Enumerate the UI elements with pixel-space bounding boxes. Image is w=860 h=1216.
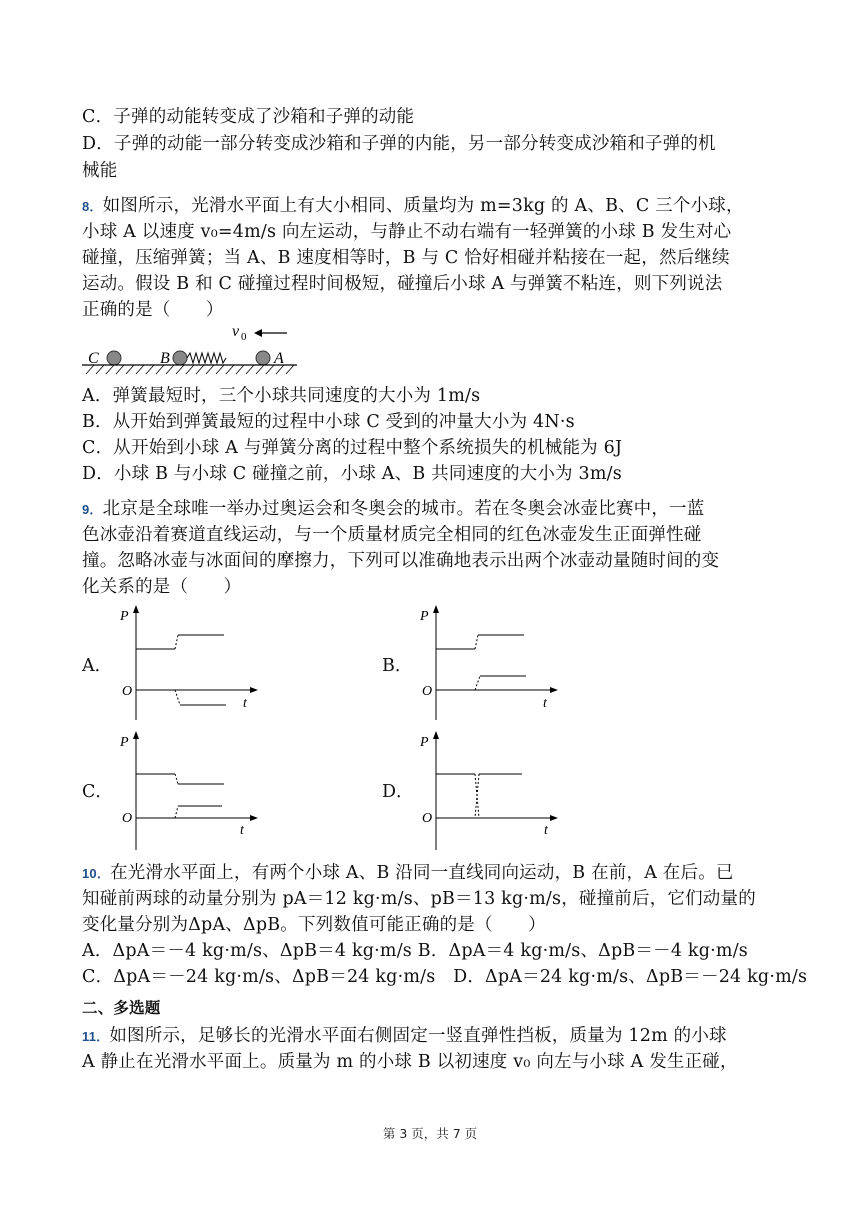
ball-a-label: A [274, 350, 284, 367]
q9-stem-line: 化关系的是（ ） [82, 577, 242, 597]
q8-option-d: D．小球 B 与小球 C 碰撞之前，小球 A、B 共同速度的大小为 3m/s [82, 464, 622, 484]
q9-option-d-label: D． [382, 782, 414, 802]
origin-label: O [422, 684, 433, 699]
q10-number: 10． [82, 866, 111, 881]
ball-c-label: C [88, 350, 99, 367]
q8-text: 如图所示，光滑水平面上有大小相同、质量均为 m=3kg 的 A、B、C 三个小球， [102, 196, 744, 216]
q9-stem-line: 撞。忽略冰壶与冰面间的摩擦力，下列可以准确地表示出两个冰壶动量随时间的变 [82, 551, 720, 571]
q9-graph-d [412, 728, 562, 852]
t-axis-label: t [544, 823, 548, 838]
p-axis-label: P [420, 735, 429, 750]
ball-b [173, 351, 187, 365]
v0-label: v [232, 323, 240, 340]
q8-stem-line: 小球 A 以速度 v₀=4m/s 向左运动，与静止不动右端有一轻弹簧的小球 B 发生对心 [82, 222, 732, 242]
spring [187, 353, 226, 363]
q7-option-d-cont: 械能 [82, 161, 118, 181]
q11-number: 11． [82, 1029, 110, 1044]
q10-stem-line [82, 860, 734, 887]
q10-stem-line: 变化量分别为ΔpA、ΔpB。下列数值可能正确的是（ ） [82, 915, 546, 935]
q9-option-a-label: A． [82, 656, 113, 676]
q9-stem-line: 色冰壶沿着赛道直线运动，与一个质量材质完全相同的红色冰壶发生正面弹性碰 [82, 525, 702, 545]
q8-option-b: B．从开始到弹簧最短的过程中小球 C 受到的冲量大小为 4N·s [82, 412, 575, 432]
origin-label: O [122, 811, 133, 826]
q8-stem-line: 正确的是（ ） [82, 300, 224, 320]
q10-options-cd: C．ΔpA＝－24 kg·m/s、ΔpB＝24 kg·m/s D．ΔpA＝24 kg·m/s、ΔpB＝－24 kg·m/s [82, 967, 808, 987]
q7-option-d: D．子弹的动能一部分转变成沙箱和子弹的内能，另一部分转变成沙箱和子弹的机 [82, 134, 716, 154]
q10-stem-line: 知碰前两球的动量分别为 pA＝12 kg·m/s、pB＝13 kg·m/s，碰撞前后，它们动量的 [82, 889, 756, 909]
t-axis-label: t [240, 823, 244, 838]
p-axis-label: P [120, 735, 129, 750]
q9-graph-b [412, 602, 562, 722]
q9-option-b-label: B． [382, 656, 413, 676]
origin-label: O [122, 684, 133, 699]
section-heading: 二、多选题 [82, 999, 161, 1017]
q8-option-a: A．弹簧最短时，三个小球共同速度的大小为 1m/s [82, 386, 481, 406]
q11-text: 如图所示，足够长的光滑水平面右侧固定一竖直弹性挡板，质量为 12m 的小球 [109, 1026, 727, 1046]
q9-option-c-label: C． [82, 782, 113, 802]
q8-number: 8． [82, 199, 103, 214]
q9-number: 9． [82, 502, 103, 517]
p-axis-label: P [420, 609, 429, 624]
origin-label: O [422, 811, 433, 826]
q8-stem-line [82, 193, 744, 220]
q9-graph-c [112, 728, 262, 852]
q9-stem-line [82, 496, 704, 523]
v0-subscript: 0 [241, 331, 247, 343]
q9-text: 北京是全球唯一举办过奥运会和冬奥会的城市。若在冬奥会冰壶比赛中，一蓝 [102, 499, 705, 519]
page-footer: 第 3 页，共 7 页 [382, 1126, 478, 1141]
q10-options-ab: A．ΔpA＝－4 kg·m/s、ΔpB＝4 kg·m/s B．ΔpA＝4 kg·m/s、ΔpB＝－4 kg·m/s [82, 941, 748, 961]
t-axis-label: t [543, 696, 547, 711]
q10-text: 在光滑水平面上，有两个小球 A、B 沿同一直线同向运动，B 在前，A 在后。已 [110, 863, 734, 883]
q7-option-c: C．子弹的动能转变成了沙箱和子弹的动能 [82, 107, 415, 127]
p-axis-label: P [120, 609, 129, 624]
q11-stem-line: A 静止在光滑水平面上。质量为 m 的小球 B 以初速度 v₀ 向左与小球 A 发生正碰， [82, 1052, 738, 1072]
ball-b-label: B [160, 350, 170, 367]
q9-graph-a [112, 602, 262, 722]
ground-hatch [86, 365, 294, 374]
q8-option-c: C．从开始到小球 A 与弹簧分离的过程中整个系统损失的机械能为 6J [82, 438, 623, 458]
q8-stem-line: 运动。假设 B 和 C 碰撞过程时间极短，碰撞后小球 A 与弹簧不粘连，则下列说法 [82, 274, 723, 294]
ball-a [256, 351, 270, 365]
q8-figure [82, 318, 302, 378]
velocity-arrowhead [254, 329, 262, 337]
q11-stem-line [82, 1023, 727, 1050]
q8-stem-line: 碰撞，压缩弹簧；当 A、B 速度相等时，B 与 C 恰好相碰并粘接在一起，然后继续 [82, 248, 730, 268]
t-axis-label: t [243, 696, 247, 711]
ball-c [107, 351, 121, 365]
